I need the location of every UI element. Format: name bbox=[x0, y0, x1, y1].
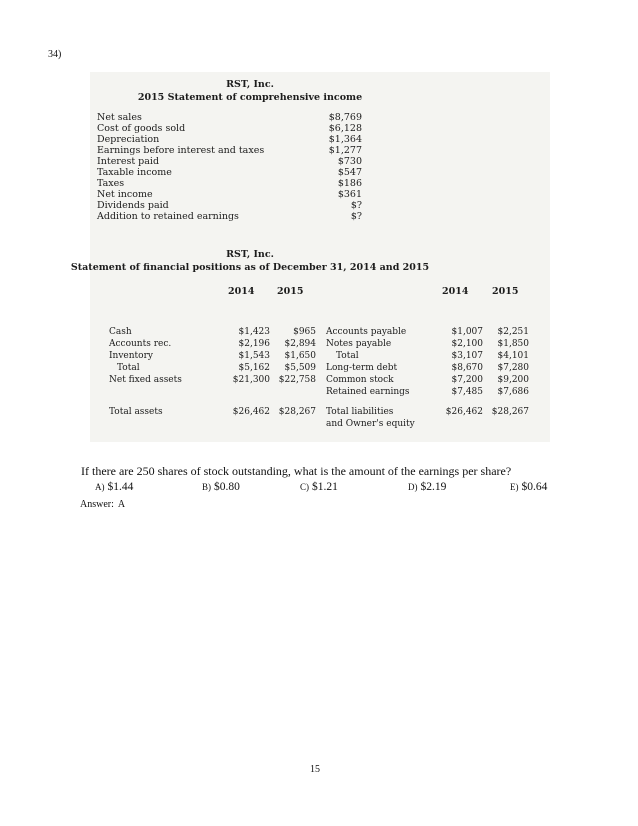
liability-2015-value: $1,850 bbox=[497, 339, 529, 349]
liability-2015-value: $4,101 bbox=[497, 351, 529, 361]
asset-label: Cash bbox=[109, 327, 132, 337]
choice-a[interactable] bbox=[95, 481, 133, 493]
liability-2015-value: $28,267 bbox=[491, 407, 529, 417]
answer-value: A bbox=[117, 499, 126, 510]
question-text: If there are 250 shares of stock outstanding, what is the amount of the earnings per share? bbox=[81, 464, 512, 478]
choice-text: $1.44 bbox=[107, 481, 134, 493]
asset-label: Total assets bbox=[109, 407, 163, 417]
income-row-value: $? bbox=[350, 211, 362, 222]
income-row-label: Interest paid bbox=[97, 156, 160, 167]
income-row-value: $6,128 bbox=[328, 123, 362, 134]
liability-label: Notes payable bbox=[326, 339, 392, 349]
income-row-label: Earnings before interest and taxes bbox=[97, 145, 265, 156]
income-row-value: $1,277 bbox=[328, 145, 362, 156]
choice-letter: B) bbox=[202, 482, 211, 492]
question-number: 34) bbox=[48, 49, 62, 60]
income-row-label: Taxes bbox=[97, 178, 125, 189]
income-row-label: Taxable income bbox=[97, 167, 172, 178]
income-row-value: $186 bbox=[337, 178, 362, 189]
liabilities-year-2015-header: 2015 bbox=[492, 286, 519, 297]
liability-label: Retained earnings bbox=[326, 387, 410, 397]
balance-sheet-title: Statement of financial positions as of December 31, 2014 and 2015 bbox=[70, 262, 430, 273]
choice-letter: E) bbox=[510, 482, 519, 492]
financial-statements-image bbox=[70, 72, 550, 442]
asset-2015-value: $28,267 bbox=[278, 407, 316, 417]
asset-2014-value: $1,423 bbox=[238, 327, 270, 337]
choice-b[interactable] bbox=[202, 481, 240, 493]
asset-2015-value: $2,894 bbox=[284, 339, 316, 349]
liability-2014-value: $2,100 bbox=[451, 339, 483, 349]
answer-label: Answer: bbox=[80, 499, 114, 510]
liability-2014-value: $8,670 bbox=[451, 363, 483, 373]
income-row-label: Net income bbox=[97, 189, 153, 200]
asset-label: Total bbox=[117, 363, 140, 373]
liability-2015-value: $7,280 bbox=[497, 363, 529, 373]
asset-label: Inventory bbox=[109, 351, 153, 361]
income-row-value: $361 bbox=[337, 189, 362, 200]
asset-2014-value: $2,196 bbox=[238, 339, 270, 349]
income-row-value: $1,364 bbox=[328, 134, 362, 145]
choice-text: $1.21 bbox=[312, 481, 338, 493]
choice-letter: D) bbox=[408, 482, 418, 492]
asset-2014-value: $21,300 bbox=[232, 375, 270, 385]
assets-year-2015-header: 2015 bbox=[277, 286, 304, 297]
income-row-value: $? bbox=[350, 200, 362, 211]
liability-2015-value: $2,251 bbox=[497, 327, 529, 337]
assets-year-2014-header: 2014 bbox=[228, 286, 255, 297]
choice-e[interactable] bbox=[510, 481, 547, 493]
liability-2014-value: $1,007 bbox=[451, 327, 483, 337]
asset-2015-value: $22,758 bbox=[278, 375, 316, 385]
asset-2015-value: $5,509 bbox=[284, 363, 316, 373]
answer-line bbox=[80, 499, 125, 510]
liability-label: Long-term debt bbox=[326, 363, 398, 373]
liability-2015-value: $9,200 bbox=[497, 375, 529, 385]
liability-label: Common stock bbox=[326, 375, 394, 385]
income-row-value: $8,769 bbox=[328, 112, 362, 123]
choice-text: $0.80 bbox=[214, 481, 240, 493]
liability-2015-value: $7,686 bbox=[497, 387, 529, 397]
asset-label: Net fixed assets bbox=[109, 375, 182, 385]
income-row-label: Net sales bbox=[97, 112, 142, 123]
choice-text: $0.64 bbox=[521, 481, 548, 493]
choice-d[interactable] bbox=[408, 481, 446, 493]
liability-label: Total bbox=[336, 351, 359, 361]
asset-2015-value: $1,650 bbox=[284, 351, 316, 361]
income-row-value: $730 bbox=[337, 156, 362, 167]
asset-label: Accounts rec. bbox=[109, 339, 172, 349]
liability-label: Accounts payable bbox=[326, 327, 407, 337]
liability-label: and Owner's equity bbox=[326, 419, 415, 429]
income-row-label: Addition to retained earnings bbox=[97, 211, 239, 222]
income-statement-company: RST, Inc. bbox=[226, 79, 274, 90]
income-row-label: Depreciation bbox=[97, 134, 160, 145]
liabilities-year-2014-header: 2014 bbox=[442, 286, 469, 297]
choice-text: $2.19 bbox=[420, 481, 447, 493]
income-row-value: $547 bbox=[337, 167, 362, 178]
answer-choices bbox=[95, 481, 565, 497]
liability-2014-value: $7,200 bbox=[451, 375, 483, 385]
asset-2014-value: $5,162 bbox=[238, 363, 270, 373]
income-row-label: Dividends paid bbox=[97, 200, 169, 211]
balance-sheet-company: RST, Inc. bbox=[226, 249, 274, 260]
liability-2014-value: $7,485 bbox=[451, 387, 483, 397]
asset-2014-value: $1,543 bbox=[238, 351, 270, 361]
liability-2014-value: $26,462 bbox=[445, 407, 483, 417]
asset-2015-value: $965 bbox=[293, 327, 316, 337]
income-statement-title: 2015 Statement of comprehensive income bbox=[137, 92, 363, 103]
liability-label: Total liabilities bbox=[326, 407, 394, 417]
asset-2014-value: $26,462 bbox=[232, 407, 270, 417]
income-row-label: Cost of goods sold bbox=[97, 123, 186, 134]
page-number: 15 bbox=[310, 764, 320, 775]
liability-2014-value: $3,107 bbox=[451, 351, 483, 361]
choice-c[interactable] bbox=[300, 481, 338, 493]
choice-letter: C) bbox=[300, 482, 309, 492]
income-row bbox=[97, 211, 362, 223]
choice-letter: A) bbox=[95, 482, 105, 492]
